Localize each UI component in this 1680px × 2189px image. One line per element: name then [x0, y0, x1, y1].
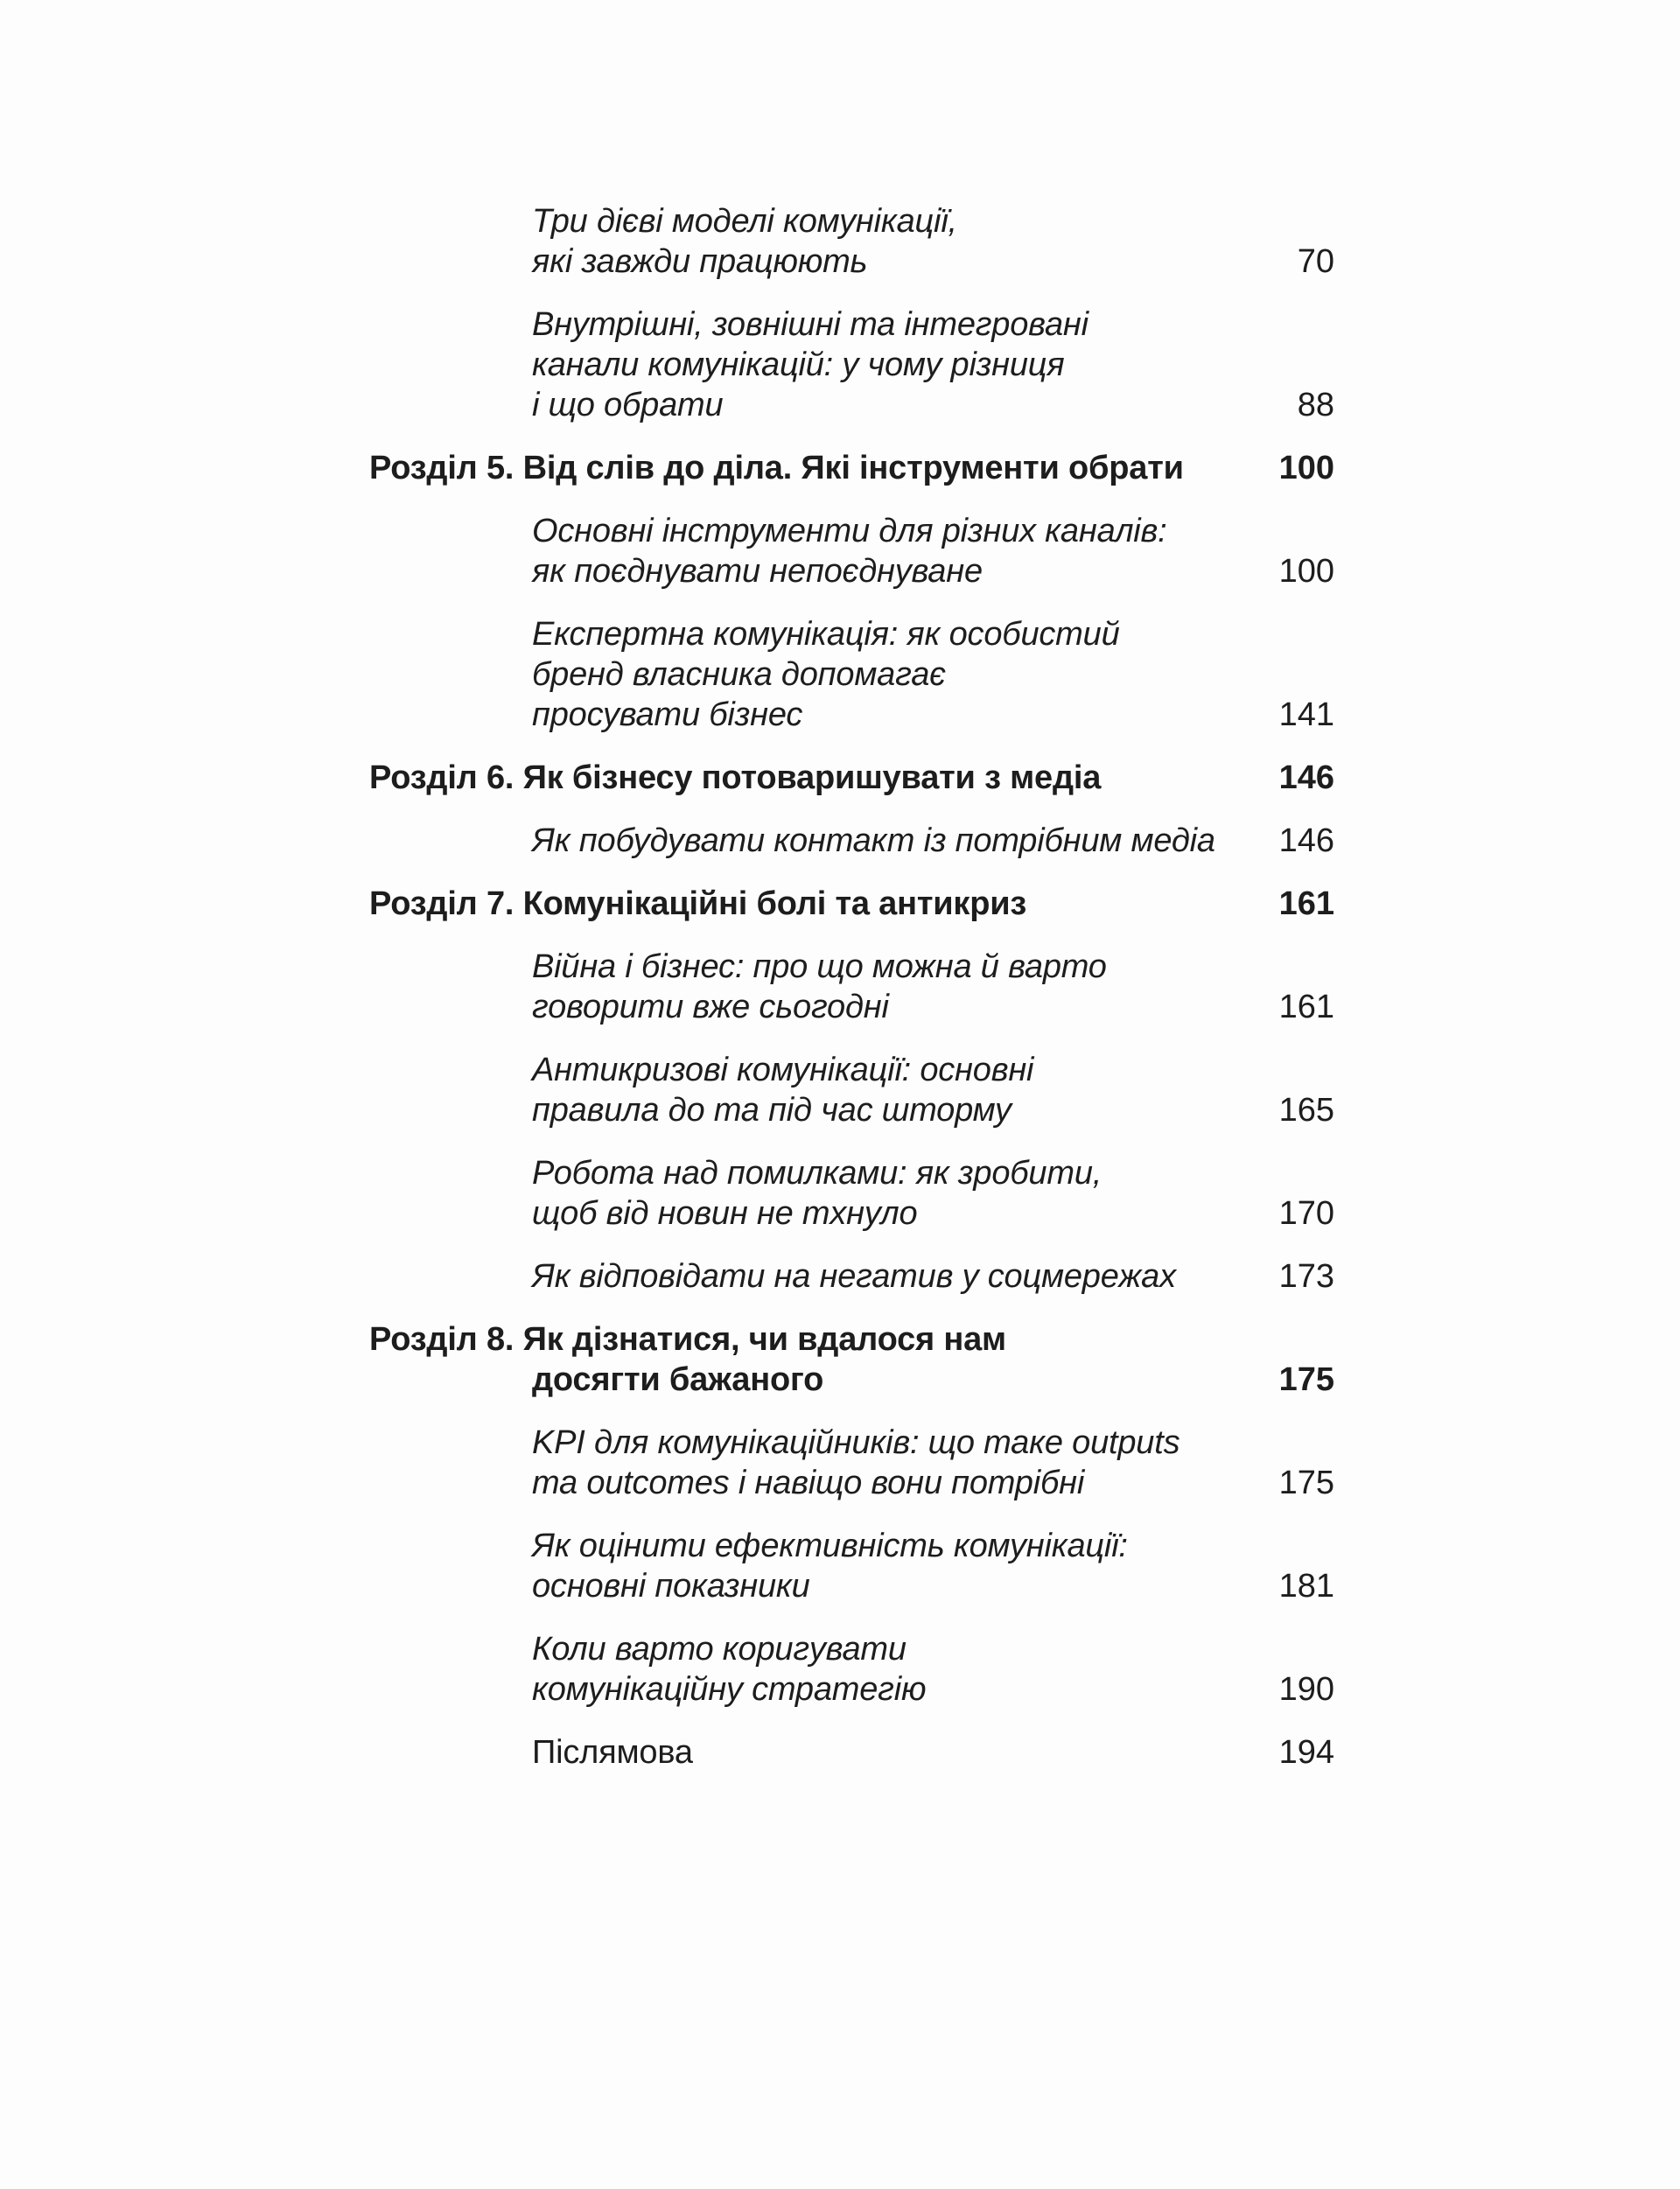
entry-title: Як оцінити ефективність комунікації: основні показники [532, 1528, 1128, 1605]
toc-list [369, 201, 1334, 1773]
toc-entry-sub [369, 1526, 1334, 1606]
toc-entry-chapter [369, 448, 1334, 488]
entry-title: Коли варто коригувати комунікаційну стратегію [532, 1631, 927, 1708]
entry-page-number: 175 [1278, 1465, 1334, 1501]
entry-page-number: 165 [1278, 1092, 1334, 1129]
entry-page-number: 181 [1278, 1568, 1334, 1605]
toc-entry-chapter [369, 1319, 1334, 1400]
toc-entry-sub [369, 1153, 1334, 1234]
toc-entry-sub [369, 1423, 1334, 1503]
toc-entry-sub [369, 304, 1334, 425]
entry-title: Внутрішні, зовнішні та інтегровані канали комунікацій: у чому різниця і що обрати [532, 306, 1088, 423]
entry-title: Розділ 5. Від слів до діла. Які інструменти обрати [369, 450, 1184, 486]
entry-page-number: 146 [1278, 822, 1334, 859]
entry-title: Розділ 7. Комунікаційні болі та антикриз [369, 885, 1027, 922]
toc-entry-sub [369, 1256, 1334, 1297]
toc-entry-sub [369, 1629, 1334, 1710]
entry-page-number: 70 [1297, 243, 1334, 280]
toc-entry-sub [369, 947, 1334, 1027]
entry-page-number: 190 [1278, 1671, 1334, 1708]
entry-title: Як побудувати контакт із потрібним медіа [532, 822, 1215, 859]
entry-title: Війна і бізнес: про що можна й варто говорити вже сьогодні [532, 948, 1107, 1025]
entry-title: Розділ 6. Як бізнесу потоваришувати з медіа [369, 759, 1102, 796]
toc-entry-sub [369, 614, 1334, 735]
entry-title: Робота над помилками: як зробити, щоб від новин не тхнуло [532, 1155, 1102, 1232]
entry-page-number: 100 [1278, 450, 1334, 486]
entry-title: Розділ 8. Як дізнатися, чи вдалося нам досягти бажаного [369, 1321, 1006, 1398]
toc-entry-sub [369, 201, 1334, 282]
entry-title: Післямова [532, 1734, 693, 1771]
entry-title: Як відповідати на негатив у соцмережах [532, 1258, 1176, 1295]
entry-title: KPI для комунікаційників: що таке outputs та outcomes і навіщо вони потрібні [532, 1424, 1180, 1501]
entry-page-number: 194 [1278, 1734, 1334, 1771]
entry-title: Основні інструменти для різних каналів: як поєднувати непоєднуване [532, 513, 1167, 590]
entry-title: Три дієві моделі комунікації, які завжди працюють [532, 203, 957, 280]
entry-page-number: 141 [1278, 696, 1334, 733]
toc-entry-chapter [369, 884, 1334, 924]
entry-page-number: 100 [1278, 553, 1334, 590]
entry-page-number: 175 [1278, 1361, 1334, 1398]
toc-entry-sub [369, 821, 1334, 861]
entry-page-number: 146 [1278, 759, 1334, 796]
toc-entry-chapter [369, 758, 1334, 798]
entry-page-number: 88 [1297, 387, 1334, 423]
entry-page-number: 173 [1278, 1258, 1334, 1295]
entry-page-number: 170 [1278, 1195, 1334, 1232]
entry-page-number: 161 [1278, 989, 1334, 1025]
entry-title: Експертна комунікація: як особистий бренд власника допомагає просувати бізнес [532, 616, 1120, 733]
toc-entry-sub [369, 1050, 1334, 1130]
toc-entry-sub [369, 511, 1334, 591]
entry-page-number: 161 [1278, 885, 1334, 922]
toc-entry-plain [369, 1732, 1334, 1773]
entry-title: Антикризові комунікації: основні правила до та під час шторму [532, 1052, 1034, 1129]
